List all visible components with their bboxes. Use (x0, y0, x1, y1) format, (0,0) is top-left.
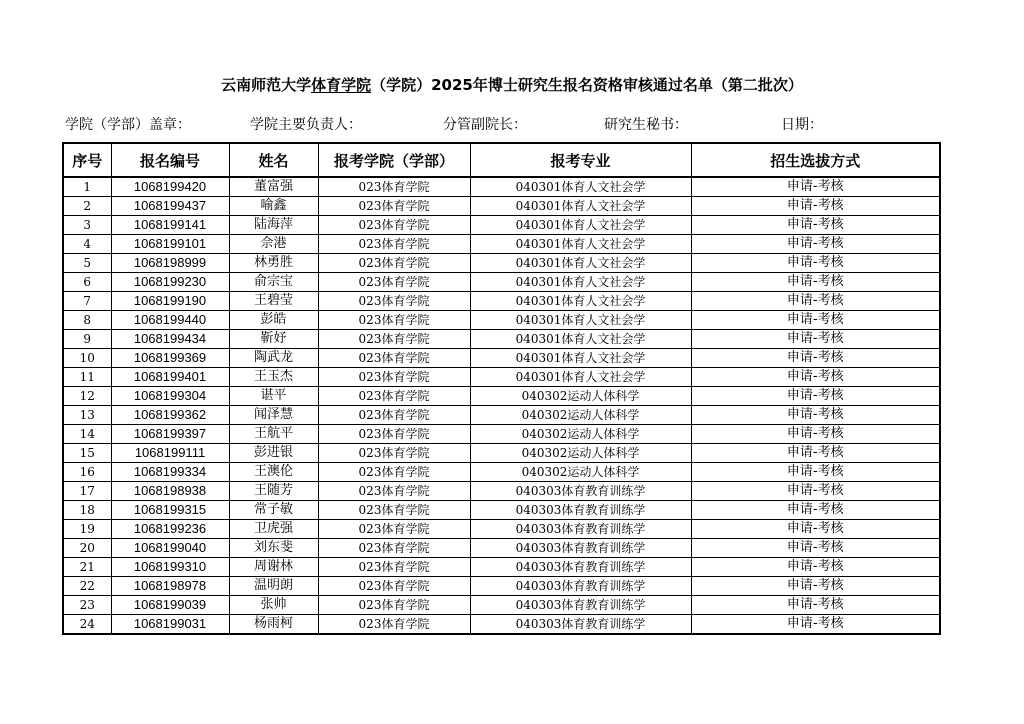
cell-application-id: 1068199420 (111, 177, 229, 197)
header-admission-method: 招生选拔方式 (691, 143, 940, 177)
cell-admission-method: 申请-考核 (691, 216, 940, 235)
cell-application-id: 1068199190 (111, 292, 229, 311)
college-head-label: 学院主要负责人： (250, 117, 362, 133)
cell-index: 2 (63, 197, 111, 216)
cell-college: 023体育学院 (318, 406, 470, 425)
cell-index: 4 (63, 235, 111, 254)
cell-name: 彭进银 (229, 444, 318, 463)
cell-application-id: 1068199141 (111, 216, 229, 235)
title-rest: （学院）2025年博士研究生报名资格审核通过名单（第二批次） (371, 76, 803, 94)
table-row (63, 349, 940, 368)
cell-college: 023体育学院 (318, 520, 470, 539)
cell-admission-method: 申请-考核 (691, 235, 940, 254)
cell-admission-method: 申请-考核 (691, 558, 940, 577)
college-name-fill: 体育学院 (311, 76, 372, 94)
cell-major: 040303体育教育训练学 (470, 539, 691, 558)
cell-application-id: 1068199434 (111, 330, 229, 349)
cell-application-id: 1068199310 (111, 558, 229, 577)
cell-name: 王碧莹 (229, 292, 318, 311)
cell-major: 040302运动人体科学 (470, 406, 691, 425)
cell-application-id: 1068199440 (111, 311, 229, 330)
table-body (63, 177, 940, 634)
table-row (63, 177, 940, 197)
table-row (63, 273, 940, 292)
table-row (63, 482, 940, 501)
table-row (63, 368, 940, 387)
cell-name: 王航平 (229, 425, 318, 444)
cell-major: 040303体育教育训练学 (470, 482, 691, 501)
header-major: 报考专业 (470, 143, 691, 177)
date-label: 日期： (781, 117, 823, 133)
college-seal-label: 学院（学部）盖章： (65, 117, 191, 133)
cell-major: 040301体育人文社会学 (470, 177, 691, 197)
cell-major: 040302运动人体科学 (470, 463, 691, 482)
cell-index: 14 (63, 425, 111, 444)
cell-college: 023体育学院 (318, 254, 470, 273)
cell-application-id: 1068199040 (111, 539, 229, 558)
cell-application-id: 1068199230 (111, 273, 229, 292)
table-row (63, 406, 940, 425)
cell-admission-method: 申请-考核 (691, 254, 940, 273)
cell-college: 023体育学院 (318, 311, 470, 330)
cell-major: 040301体育人文社会学 (470, 311, 691, 330)
cell-major: 040302运动人体科学 (470, 425, 691, 444)
table-row (63, 311, 940, 330)
table-row (63, 615, 940, 635)
cell-application-id: 1068198938 (111, 482, 229, 501)
cell-application-id: 1068198999 (111, 254, 229, 273)
cell-name: 喻鑫 (229, 197, 318, 216)
cell-major: 040303体育教育训练学 (470, 558, 691, 577)
cell-name: 佘港 (229, 235, 318, 254)
cell-admission-method: 申请-考核 (691, 349, 940, 368)
cell-index: 12 (63, 387, 111, 406)
cell-index: 24 (63, 615, 111, 635)
cell-index: 5 (63, 254, 111, 273)
header-college: 报考学院（学部） (318, 143, 470, 177)
cell-college: 023体育学院 (318, 482, 470, 501)
cell-college: 023体育学院 (318, 615, 470, 635)
cell-major: 040301体育人文社会学 (470, 292, 691, 311)
cell-college: 023体育学院 (318, 539, 470, 558)
cell-admission-method: 申请-考核 (691, 406, 940, 425)
cell-admission-method: 申请-考核 (691, 387, 940, 406)
cell-application-id: 1068199397 (111, 425, 229, 444)
approved-applicants-table (62, 142, 941, 635)
cell-name: 杨雨柯 (229, 615, 318, 635)
header-name: 姓名 (229, 143, 318, 177)
university-name: 云南师范大学 (221, 76, 312, 94)
cell-application-id: 1068199369 (111, 349, 229, 368)
cell-admission-method: 申请-考核 (691, 577, 940, 596)
cell-name: 靳妤 (229, 330, 318, 349)
cell-major: 040301体育人文社会学 (470, 349, 691, 368)
cell-name: 卫虎强 (229, 520, 318, 539)
cell-major: 040301体育人文社会学 (470, 368, 691, 387)
cell-index: 17 (63, 482, 111, 501)
cell-admission-method: 申请-考核 (691, 311, 940, 330)
cell-application-id: 1068199334 (111, 463, 229, 482)
cell-college: 023体育学院 (318, 558, 470, 577)
cell-name: 王澳伦 (229, 463, 318, 482)
table-row (63, 292, 940, 311)
table-row (63, 596, 940, 615)
cell-application-id: 1068199315 (111, 501, 229, 520)
signature-line (0, 114, 1024, 134)
cell-application-id: 1068199401 (111, 368, 229, 387)
cell-major: 040301体育人文社会学 (470, 330, 691, 349)
cell-name: 周谢林 (229, 558, 318, 577)
cell-college: 023体育学院 (318, 463, 470, 482)
cell-index: 1 (63, 177, 111, 197)
cell-admission-method: 申请-考核 (691, 520, 940, 539)
table-row (63, 444, 940, 463)
cell-admission-method: 申请-考核 (691, 273, 940, 292)
cell-college: 023体育学院 (318, 273, 470, 292)
cell-admission-method: 申请-考核 (691, 501, 940, 520)
cell-major: 040303体育教育训练学 (470, 501, 691, 520)
cell-index: 9 (63, 330, 111, 349)
cell-index: 13 (63, 406, 111, 425)
cell-index: 16 (63, 463, 111, 482)
cell-index: 15 (63, 444, 111, 463)
cell-application-id: 1068198978 (111, 577, 229, 596)
header-index: 序号 (63, 143, 111, 177)
cell-index: 23 (63, 596, 111, 615)
cell-college: 023体育学院 (318, 216, 470, 235)
cell-college: 023体育学院 (318, 235, 470, 254)
cell-college: 023体育学院 (318, 444, 470, 463)
cell-name: 王随芳 (229, 482, 318, 501)
cell-major: 040303体育教育训练学 (470, 520, 691, 539)
cell-name: 彭皓 (229, 311, 318, 330)
cell-name: 陶武龙 (229, 349, 318, 368)
cell-college: 023体育学院 (318, 368, 470, 387)
cell-major: 040301体育人文社会学 (470, 197, 691, 216)
table-row (63, 539, 940, 558)
cell-college: 023体育学院 (318, 596, 470, 615)
table-row (63, 577, 940, 596)
table-row (63, 558, 940, 577)
cell-name: 温明朗 (229, 577, 318, 596)
secretary-label: 研究生秘书： (604, 117, 688, 133)
cell-admission-method: 申请-考核 (691, 368, 940, 387)
cell-name: 常子敏 (229, 501, 318, 520)
cell-index: 18 (63, 501, 111, 520)
cell-index: 20 (63, 539, 111, 558)
cell-application-id: 1068199111 (111, 444, 229, 463)
cell-major: 040301体育人文社会学 (470, 235, 691, 254)
cell-name: 陆海萍 (229, 216, 318, 235)
cell-name: 刘东斐 (229, 539, 318, 558)
cell-admission-method: 申请-考核 (691, 539, 940, 558)
table-header-row (63, 143, 940, 177)
cell-name: 俞宗宝 (229, 273, 318, 292)
cell-major: 040302运动人体科学 (470, 444, 691, 463)
table-row (63, 463, 940, 482)
cell-major: 040301体育人文社会学 (470, 216, 691, 235)
cell-name: 闻泽慧 (229, 406, 318, 425)
cell-admission-method: 申请-考核 (691, 596, 940, 615)
cell-admission-method: 申请-考核 (691, 177, 940, 197)
cell-college: 023体育学院 (318, 349, 470, 368)
cell-name: 王玉杰 (229, 368, 318, 387)
cell-name: 林勇胜 (229, 254, 318, 273)
cell-admission-method: 申请-考核 (691, 197, 940, 216)
cell-college: 023体育学院 (318, 577, 470, 596)
cell-admission-method: 申请-考核 (691, 330, 940, 349)
table-row (63, 330, 940, 349)
cell-admission-method: 申请-考核 (691, 292, 940, 311)
cell-major: 040302运动人体科学 (470, 387, 691, 406)
header-application-id: 报名编号 (111, 143, 229, 177)
cell-index: 22 (63, 577, 111, 596)
cell-application-id: 1068199101 (111, 235, 229, 254)
cell-index: 8 (63, 311, 111, 330)
cell-major: 040303体育教育训练学 (470, 596, 691, 615)
cell-admission-method: 申请-考核 (691, 463, 940, 482)
cell-major: 040301体育人文社会学 (470, 273, 691, 292)
table-row (63, 501, 940, 520)
cell-application-id: 1068199031 (111, 615, 229, 635)
cell-college: 023体育学院 (318, 387, 470, 406)
cell-admission-method: 申请-考核 (691, 444, 940, 463)
cell-index: 19 (63, 520, 111, 539)
cell-name: 张帅 (229, 596, 318, 615)
table-row (63, 254, 940, 273)
cell-application-id: 1068199362 (111, 406, 229, 425)
table-row (63, 216, 940, 235)
cell-index: 21 (63, 558, 111, 577)
cell-index: 11 (63, 368, 111, 387)
cell-college: 023体育学院 (318, 501, 470, 520)
cell-college: 023体育学院 (318, 330, 470, 349)
document-title (0, 74, 1024, 95)
cell-index: 3 (63, 216, 111, 235)
cell-admission-method: 申请-考核 (691, 482, 940, 501)
cell-index: 6 (63, 273, 111, 292)
cell-application-id: 1068199304 (111, 387, 229, 406)
cell-college: 023体育学院 (318, 292, 470, 311)
table-row (63, 425, 940, 444)
cell-application-id: 1068199039 (111, 596, 229, 615)
cell-application-id: 1068199437 (111, 197, 229, 216)
cell-admission-method: 申请-考核 (691, 615, 940, 635)
table-row (63, 520, 940, 539)
table-row (63, 197, 940, 216)
cell-major: 040303体育教育训练学 (470, 577, 691, 596)
cell-major: 040301体育人文社会学 (470, 254, 691, 273)
table-row (63, 235, 940, 254)
cell-college: 023体育学院 (318, 197, 470, 216)
cell-college: 023体育学院 (318, 177, 470, 197)
cell-admission-method: 申请-考核 (691, 425, 940, 444)
cell-name: 谌平 (229, 387, 318, 406)
table-row (63, 387, 940, 406)
cell-college: 023体育学院 (318, 425, 470, 444)
cell-major: 040303体育教育训练学 (470, 615, 691, 635)
vice-dean-label: 分管副院长： (443, 117, 527, 133)
cell-index: 7 (63, 292, 111, 311)
cell-application-id: 1068199236 (111, 520, 229, 539)
cell-name: 董富强 (229, 177, 318, 197)
cell-index: 10 (63, 349, 111, 368)
